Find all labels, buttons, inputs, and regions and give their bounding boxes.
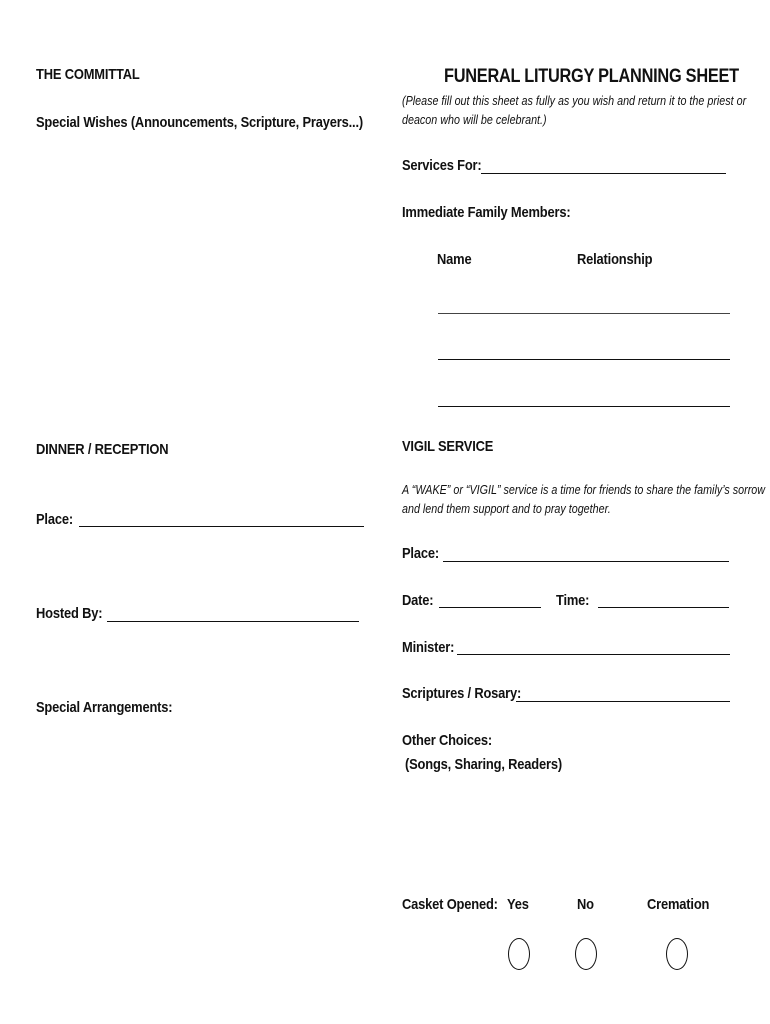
yes-option-label: Yes [507, 896, 529, 913]
committal-heading: THE COMMITTAL [36, 66, 140, 83]
no-option-circle[interactable] [575, 938, 597, 970]
vigil-description-line-1: A “WAKE” or “VIGIL” service is a time for friends to share the family’s sorrow [402, 483, 766, 497]
vigil-place-label: Place: [402, 545, 439, 562]
minister-field[interactable] [457, 654, 730, 655]
services-for-label: Services For: [402, 157, 482, 174]
yes-option-circle[interactable] [508, 938, 530, 970]
instructions-line-2: deacon who will be celebrant.) [402, 113, 547, 127]
family-member-line-2[interactable] [438, 359, 730, 360]
family-member-line-1[interactable] [438, 313, 730, 314]
instructions-line-1: (Please fill out this sheet as fully as you wish and return it to the priest or [402, 94, 747, 108]
family-member-line-3[interactable] [438, 406, 730, 407]
no-option-label: No [577, 896, 594, 913]
dinner-place-field[interactable] [79, 526, 364, 527]
vigil-place-field[interactable] [443, 561, 729, 562]
cremation-option-label: Cremation [647, 896, 710, 913]
casket-opened-label: Casket Opened: [402, 896, 498, 913]
hosted-by-field[interactable] [107, 621, 359, 622]
vigil-date-label: Date: [402, 592, 434, 609]
special-arrangements-label: Special Arrangements: [36, 699, 173, 716]
cremation-option-circle[interactable] [666, 938, 688, 970]
relationship-column-header: Relationship [577, 251, 653, 268]
immediate-family-label: Immediate Family Members: [402, 204, 571, 221]
dinner-place-label: Place: [36, 511, 73, 528]
name-column-header: Name [437, 251, 472, 268]
other-choices-label: Other Choices: [402, 732, 493, 749]
page-title: FUNERAL LITURGY PLANNING SHEET [444, 66, 739, 87]
scriptures-rosary-label: Scriptures / Rosary: [402, 685, 522, 702]
scriptures-rosary-field[interactable] [516, 701, 730, 702]
vigil-time-field[interactable] [598, 607, 729, 608]
vigil-date-field[interactable] [439, 607, 541, 608]
vigil-time-label: Time: [556, 592, 590, 609]
dinner-reception-heading: DINNER / RECEPTION [36, 441, 169, 458]
hosted-by-label: Hosted By: [36, 605, 103, 622]
minister-label: Minister: [402, 639, 455, 656]
services-for-field[interactable] [481, 173, 726, 174]
other-choices-detail: (Songs, Sharing, Readers) [405, 756, 562, 773]
vigil-description-line-2: and lend them support and to pray together. [402, 502, 611, 516]
vigil-service-heading: VIGIL SERVICE [402, 438, 494, 455]
special-wishes-label: Special Wishes (Announcements, Scripture, Prayers...) [36, 114, 364, 131]
